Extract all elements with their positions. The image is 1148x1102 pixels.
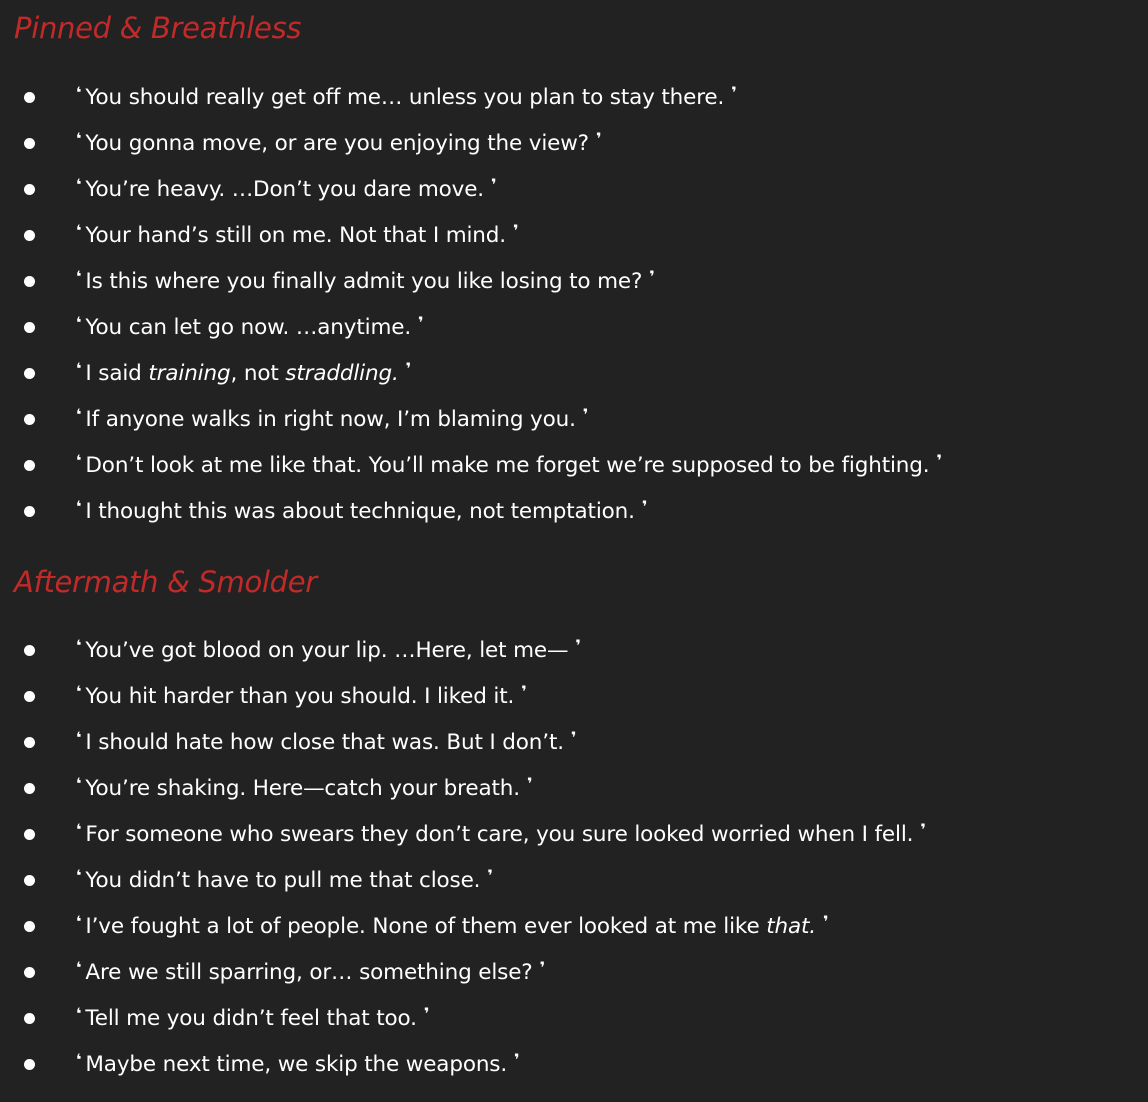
section-heading: Aftermath & Smolder	[14, 565, 317, 599]
close-quote-mark: ❜	[526, 774, 533, 793]
quote-text	[76, 907, 828, 948]
quote-list	[0, 78, 1148, 538]
open-quote-mark: ❛	[76, 820, 82, 839]
bullet-icon	[24, 967, 35, 978]
bullet-icon	[24, 184, 35, 195]
close-quote-mark: ❜	[649, 267, 655, 286]
open-quote-mark: ❛	[76, 1050, 82, 1069]
quote-fragment: I’ve fought a lot of people. None of them ever looked at me like	[85, 914, 767, 939]
quote-item	[0, 1045, 1148, 1091]
open-quote-mark: ❛	[76, 405, 82, 424]
quote-text	[76, 492, 647, 533]
bullet-icon	[24, 645, 35, 656]
quote-item	[0, 216, 1148, 262]
quote-item	[0, 308, 1148, 354]
close-quote-mark: ❜	[641, 497, 648, 516]
open-quote-mark: ❛	[76, 359, 82, 378]
bullet-icon	[24, 921, 35, 932]
open-quote-mark: ❛	[76, 774, 82, 793]
quote-fragment: Don’t look at me like that. You’ll make me forget we’re supposed to be fighting.	[85, 453, 930, 478]
close-quote-mark: ❜	[731, 83, 737, 102]
open-quote-mark: ❛	[76, 221, 82, 240]
quote-fragment: You hit harder than you should. I liked it.	[85, 684, 515, 709]
quote-text	[76, 723, 576, 764]
bullet-icon	[24, 230, 35, 241]
bullet-icon	[24, 460, 35, 471]
close-quote-mark: ❜	[423, 1004, 430, 1023]
close-quote-mark: ❜	[512, 221, 519, 240]
close-quote-mark: ❜	[521, 682, 527, 701]
open-quote-mark: ❛	[76, 497, 82, 516]
quote-text	[76, 815, 926, 856]
close-quote-mark: ❜	[822, 912, 829, 931]
quote-text	[76, 124, 601, 165]
bullet-icon	[24, 829, 35, 840]
open-quote-mark: ❛	[76, 175, 82, 194]
open-quote-mark: ❛	[76, 313, 82, 332]
bullet-icon	[24, 1013, 35, 1024]
open-quote-mark: ❛	[76, 728, 82, 747]
quote-fragment: You’re shaking. Here—catch your breath.	[85, 776, 520, 801]
close-quote-mark: ❜	[487, 866, 493, 885]
bullet-icon	[24, 368, 35, 379]
quote-text	[76, 446, 942, 487]
quote-text	[76, 400, 588, 441]
quote-text	[76, 677, 527, 718]
open-quote-mark: ❛	[76, 83, 82, 102]
quote-fragment: Your hand’s still on me. Not that I mind.	[85, 223, 506, 248]
bullet-icon	[24, 875, 35, 886]
quote-item	[0, 861, 1148, 907]
quote-text	[76, 78, 737, 119]
section-heading: Pinned & Breathless	[14, 11, 302, 45]
quote-text	[76, 769, 532, 810]
quote-text	[76, 170, 496, 211]
quote-item	[0, 262, 1148, 308]
quote-fragment: , not	[230, 361, 286, 386]
quote-fragment: You’ve got blood on your lip. …Here, let me—	[85, 638, 569, 663]
bullet-icon	[24, 92, 35, 103]
open-quote-mark: ❛	[76, 129, 82, 148]
quote-emphasis: training	[148, 361, 231, 386]
quote-fragment: For someone who swears they don’t care, you sure looked worried when I fell.	[85, 822, 914, 847]
quote-fragment: Is this where you finally admit you like losing to me?	[85, 269, 643, 294]
close-quote-mark: ❜	[514, 1050, 520, 1069]
quote-item	[0, 124, 1148, 170]
quote-item	[0, 999, 1148, 1045]
close-quote-mark: ❜	[418, 313, 424, 332]
open-quote-mark: ❛	[76, 958, 82, 977]
close-quote-mark: ❜	[582, 405, 589, 424]
open-quote-mark: ❛	[76, 267, 82, 286]
bullet-icon	[24, 783, 35, 794]
quote-fragment: You didn’t have to pull me that close.	[85, 868, 481, 893]
quote-item	[0, 446, 1148, 492]
quote-text	[76, 354, 411, 395]
close-quote-mark: ❜	[920, 820, 926, 839]
quote-text	[76, 953, 545, 994]
open-quote-mark: ❛	[76, 1004, 82, 1023]
quote-text	[76, 216, 518, 257]
open-quote-mark: ❛	[76, 451, 82, 470]
quote-item	[0, 78, 1148, 124]
bullet-icon	[24, 322, 35, 333]
bullet-icon	[24, 506, 35, 517]
close-quote-mark: ❜	[405, 359, 412, 378]
quote-item	[0, 400, 1148, 446]
close-quote-mark: ❜	[570, 728, 577, 747]
bullet-icon	[24, 276, 35, 287]
open-quote-mark: ❛	[76, 636, 82, 655]
quote-text	[76, 308, 423, 349]
quote-item	[0, 815, 1148, 861]
quote-text	[76, 1045, 519, 1086]
close-quote-mark: ❜	[936, 451, 942, 470]
quote-text	[76, 631, 581, 672]
quote-item	[0, 631, 1148, 677]
quote-fragment: Are we still sparring, or… something else?	[85, 960, 533, 985]
quote-fragment: Tell me you didn’t feel that too.	[85, 1006, 417, 1031]
close-quote-mark: ❜	[490, 175, 497, 194]
quote-item	[0, 170, 1148, 216]
quote-item	[0, 677, 1148, 723]
quote-text	[76, 999, 429, 1040]
bullet-icon	[24, 691, 35, 702]
open-quote-mark: ❛	[76, 682, 82, 701]
quote-fragment: I said	[85, 361, 149, 386]
quote-fragment: You gonna move, or are you enjoying the view?	[85, 131, 589, 156]
quote-text	[76, 861, 493, 902]
bullet-icon	[24, 138, 35, 149]
bullet-icon	[24, 414, 35, 425]
quote-item	[0, 907, 1148, 953]
bullet-icon	[24, 1059, 35, 1070]
quote-fragment: If anyone walks in right now, I’m blaming you.	[85, 407, 576, 432]
quote-fragment: You should really get off me… unless you plan to stay there.	[85, 85, 725, 110]
quote-emphasis: that.	[766, 914, 816, 939]
close-quote-mark: ❜	[595, 129, 602, 148]
close-quote-mark: ❜	[575, 636, 581, 655]
quote-list	[0, 631, 1148, 1091]
quote-fragment: I should hate how close that was. But I don’t.	[85, 730, 564, 755]
bullet-icon	[24, 737, 35, 748]
open-quote-mark: ❛	[76, 866, 82, 885]
quote-item	[0, 492, 1148, 538]
close-quote-mark: ❜	[539, 958, 545, 977]
quote-text	[76, 262, 655, 303]
quote-fragment: You’re heavy. …Don’t you dare move.	[85, 177, 484, 202]
open-quote-mark: ❛	[76, 912, 82, 931]
quote-fragment: You can let go now. …anytime.	[85, 315, 411, 340]
quote-item	[0, 354, 1148, 400]
quote-fragment: Maybe next time, we skip the weapons.	[85, 1052, 508, 1077]
quote-fragment: I thought this was about technique, not temptation.	[85, 499, 635, 524]
quote-item	[0, 723, 1148, 769]
quote-item	[0, 769, 1148, 815]
quote-item	[0, 953, 1148, 999]
quote-emphasis: straddling.	[285, 361, 399, 386]
